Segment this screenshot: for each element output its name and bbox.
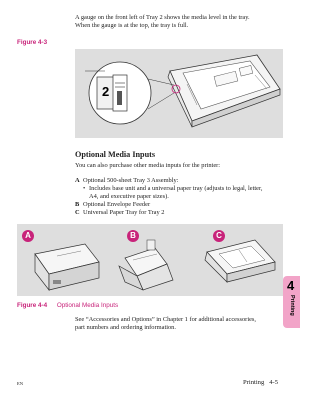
item-a [75, 177, 290, 185]
figure-4-3-label: Figure 4-3 [17, 39, 48, 46]
closing-paragraph [75, 316, 290, 332]
chapter-tab [283, 276, 300, 328]
section-heading: Optional Media Inputs [75, 150, 156, 159]
figure-4-4-illustration [17, 224, 283, 296]
footer-right: Printing 4-5 [243, 379, 278, 386]
item-b [75, 201, 290, 209]
section-intro: You can also purchase other media inputs for the printer: [75, 162, 221, 169]
options-illustration [17, 224, 283, 296]
figure-4-4-label: Figure 4-4 [17, 302, 48, 309]
figure-4-4-title: Optional Media Inputs [56, 302, 119, 309]
item-b-text: Optional Envelope Feeder [83, 201, 151, 208]
callout-a: A [22, 230, 34, 242]
item-b-letter: B [75, 201, 80, 208]
intro-line-2: When the gauge is at the top, the tray is full. [75, 22, 189, 30]
intro-line-1: A gauge on the front left of Tray 2 shows the media level in the tray. [75, 14, 250, 21]
item-c [75, 209, 290, 217]
closing-line-2: part numbers and ordering information. [75, 324, 176, 332]
callout-c: C [213, 230, 225, 242]
gauge-number: 2 [102, 84, 110, 99]
footer-left: EN [17, 381, 24, 386]
bullet-dot: • [83, 185, 86, 192]
closing-line-1: See “Accessories and Options” in Chapter 1 for additional accessories, [75, 316, 257, 323]
chapter-tab-number: 4 [287, 278, 295, 293]
item-c-text: Universal Paper Tray for Tray 2 [83, 209, 165, 216]
item-a-letter: A [75, 177, 80, 184]
item-a-text: Optional 500-sheet Tray 3 Assembly: [83, 177, 179, 184]
figure-4-4-caption [17, 302, 118, 309]
figure-4-3-illustration [75, 49, 283, 138]
bullet-item [83, 185, 293, 193]
bullet-line-2: A4, and executive paper sizes). [89, 193, 169, 200]
bullet-line-1: Includes base unit and a universal paper tray (adjusts to legal, letter, [89, 185, 263, 192]
callout-b: B [127, 230, 139, 242]
intro-paragraph [75, 14, 290, 30]
item-c-letter: C [75, 209, 80, 216]
chapter-tab-text: Printing [289, 295, 295, 316]
